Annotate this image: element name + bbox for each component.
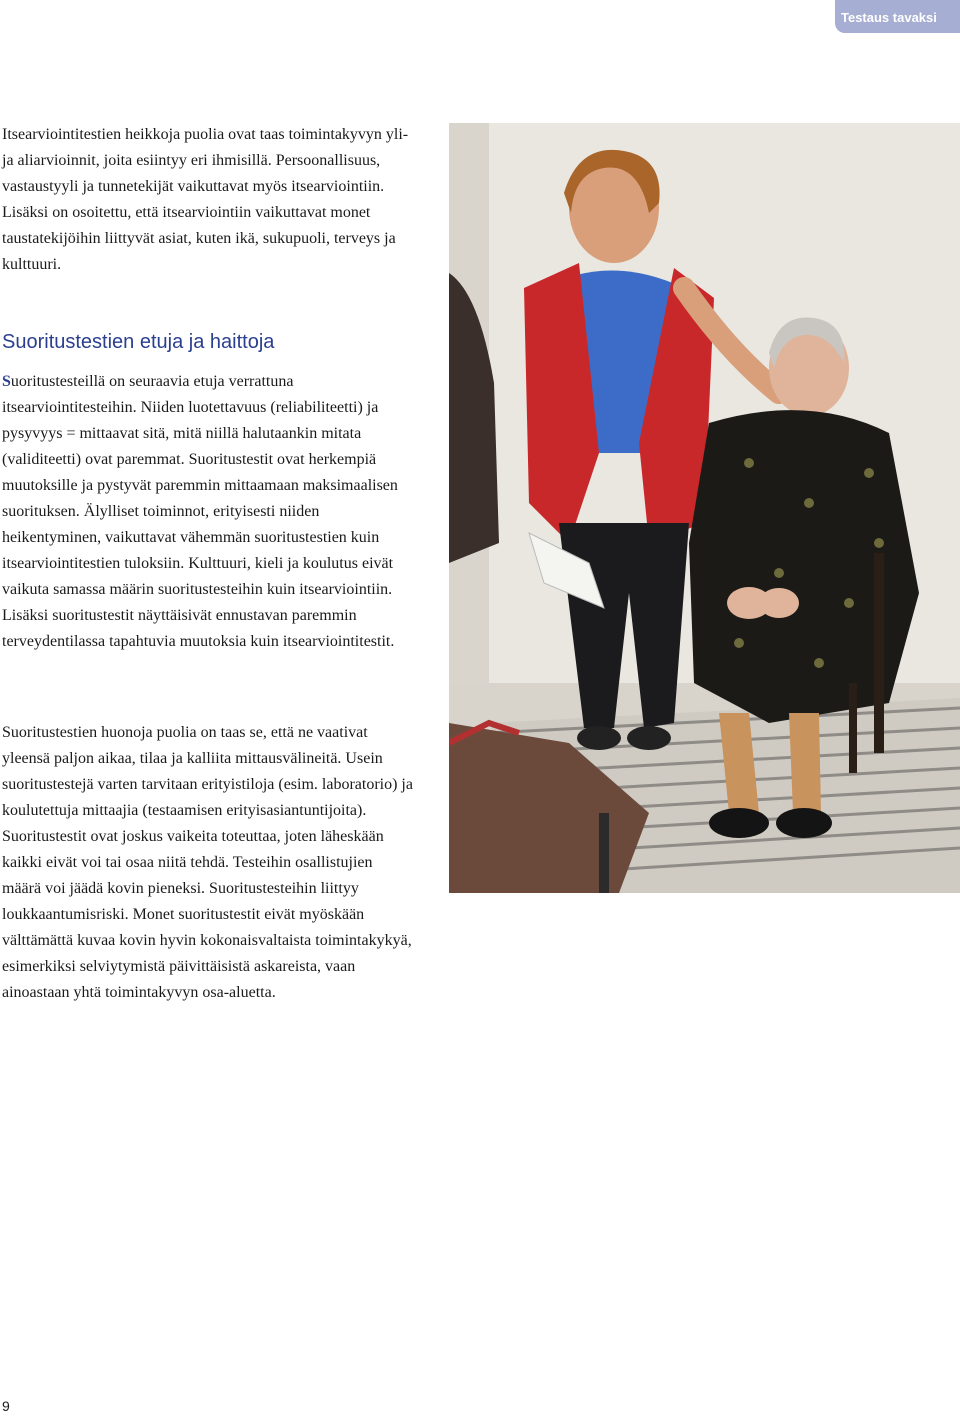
black-dress <box>689 410 919 723</box>
paragraph-intro <box>2 122 414 278</box>
section-tab: Testaus tavaksi <box>835 0 960 33</box>
initial-letter: S <box>2 373 11 390</box>
paragraph-advantages <box>2 369 414 655</box>
paragraph-disadvantages <box>2 720 414 1006</box>
paragraph-disadvantages-text: Suoritustestien huonoja puolia on taas se, että ne vaativat yleensä paljon aikaa, tilaa ja kalliita mittausvälineitä. Usein suoritustestejä varten tarvitaan erityistiloja (esim. laboratorio) ja koulutettuja mittaajia (testaamisen erityisasiantuntijoita). Suoritustestit ovat joskus vaikeita toteuttaa, joten läheskään kaikki eivät voi tai osaa niitä tehdä. Testeihin osallistujien määrä voi jäädä kovin pieneksi. Suoritustesteihin liittyy loukkaantumisriski. Monet suoritustestit eivät myöskään välttämättä kuvaa kovin hyvin kokonaisvaltaista toimintakykyä, esimerkiksi selviytymistä päivittäisistä askareista, vaan ainoastaan yhtä toimintakyvyn osa-aluetta. <box>2 724 413 1001</box>
photo-two-women <box>449 123 960 893</box>
paragraph-advantages-text: uoritustesteillä on seuraavia etuja verrattuna itsearviointitesteihin. Niiden luotettavuus (reliabiliteetti) ja pysyvyys = mittaavat sitä, mitä niillä halutaankin mitata (validiteetti) ovat paremmat. Suoritustestit ovat herkempiä muutoksille ja pystyvät paremmin mittaamaan maksimaalisen suorituksen. Älylliset toiminnot, erityisesti niiden heikentyminen, vaikuttavat vähemmän suoritustestien kuin itsearviointitestien tuloksiin. Kulttuuri, kieli ja koulutus eivät vaikuta samassa määrin suoritustesteihin kuin itsearviointiin. Lisäksi suoritustestit näyttäisivät ennustavan paremmin terveydentilassa tapahtuvia muutoksia kuin itsearviointitestit. <box>2 373 398 650</box>
section-heading: Suoritustestien etuja ja haittoja <box>2 331 275 353</box>
page-number: 9 <box>2 1398 10 1414</box>
paragraph-intro-text: Itsearviointitestien heikkoja puolia ovat taas toimintakyvyn yli- ja aliarvioinnit, joita esiintyy eri ihmisillä. Persoonallisuus, vastaustyyli ja tunnetekijät vaikuttavat myös itsearviointiin. Lisäksi on osoitettu, että itsearviointiin vaikuttavat monet taustatekijöihin liittyvät asiat, kuten ikä, sukupuoli, terveys ja kulttuuri. <box>2 126 409 273</box>
